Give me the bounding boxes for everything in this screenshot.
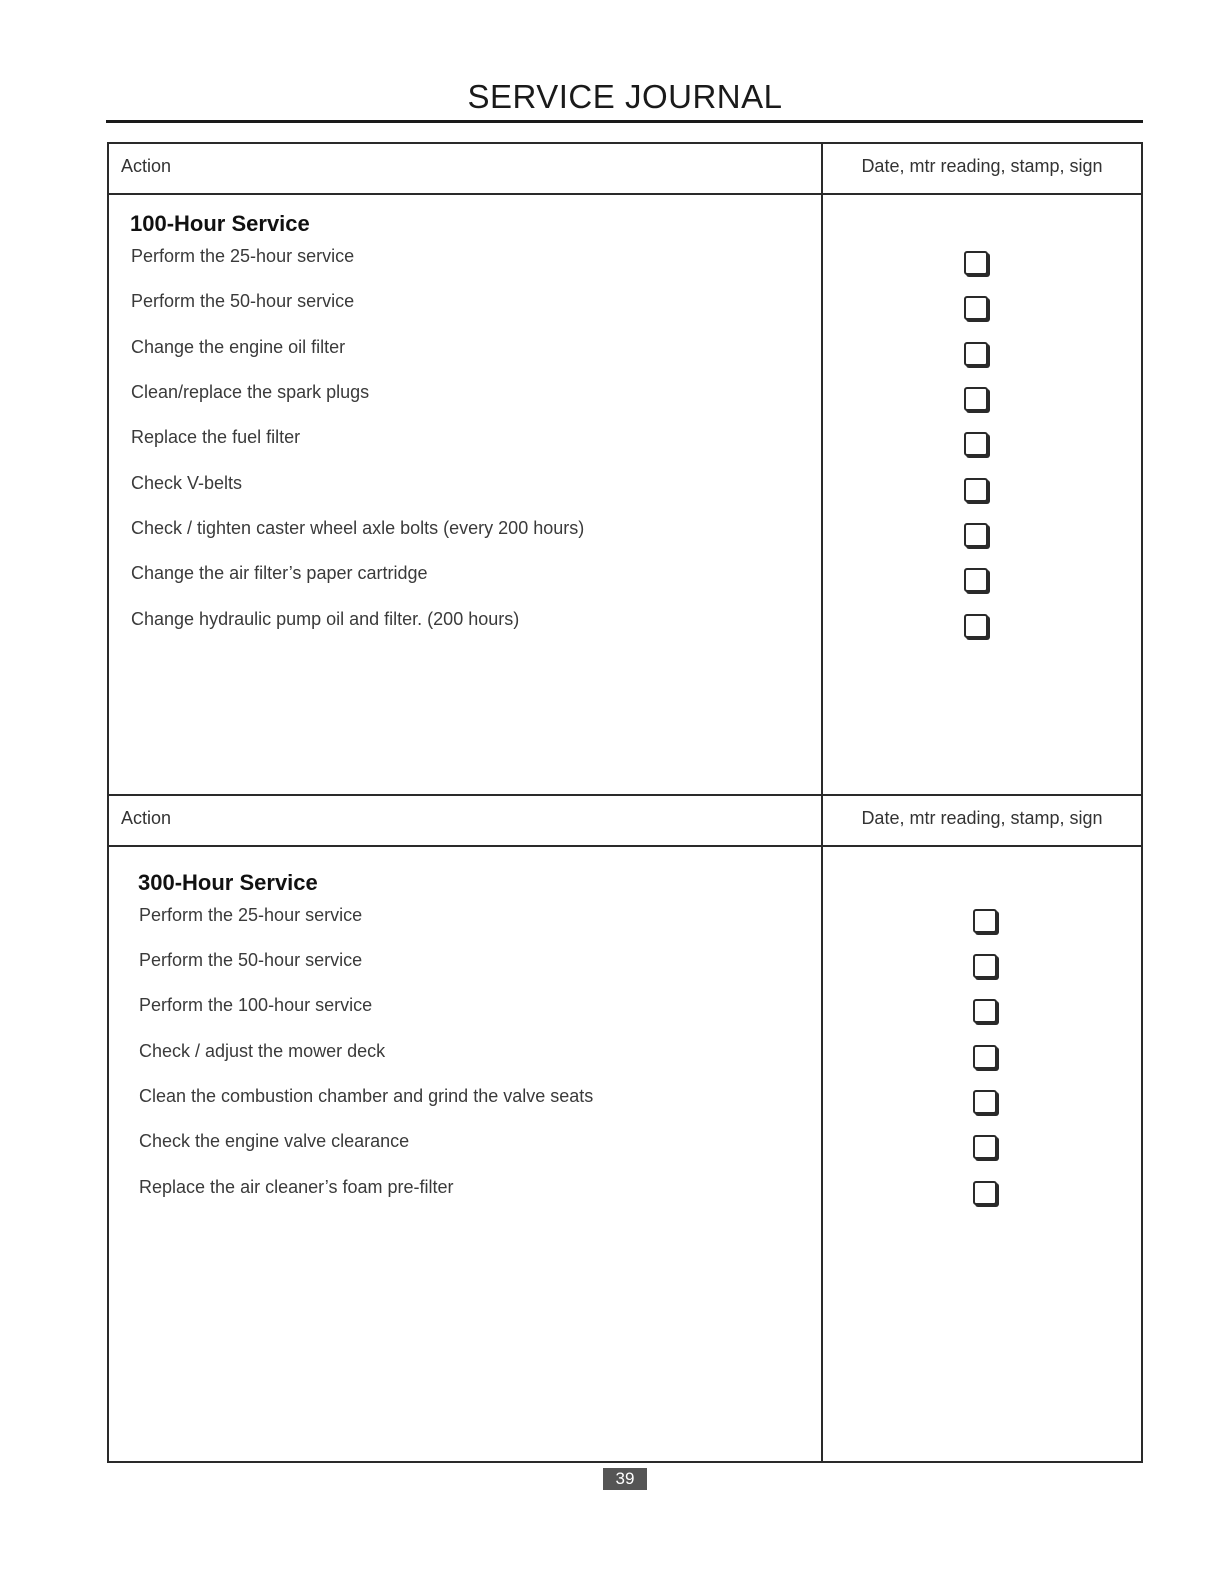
task-item: Check V-belts xyxy=(131,473,243,493)
task-item: Perform the 25-hour service xyxy=(139,905,363,925)
task-item: Perform the 25-hour service xyxy=(131,246,355,266)
task-item: Perform the 50-hour service xyxy=(139,950,363,970)
task-item: Perform the 50-hour service xyxy=(131,291,355,311)
task-checkbox[interactable] xyxy=(973,909,997,933)
title-divider xyxy=(106,120,1143,123)
table-header xyxy=(109,796,1141,847)
task-item: Perform the 100-hour service xyxy=(139,995,373,1015)
task-checkbox[interactable] xyxy=(964,478,988,502)
action-column-header: Action xyxy=(121,156,172,176)
task-checkbox[interactable] xyxy=(964,523,988,547)
task-checkbox[interactable] xyxy=(973,954,997,978)
action-column-header: Action xyxy=(121,808,172,828)
task-checkbox[interactable] xyxy=(964,568,988,592)
task-checkbox[interactable] xyxy=(964,296,988,320)
page-title: SERVICE JOURNAL xyxy=(467,78,783,115)
page-number: 39 xyxy=(603,1468,647,1490)
service-journal-300-hour xyxy=(107,794,1143,1463)
column-divider xyxy=(821,796,823,1461)
date-column-header: Date, mtr reading, stamp, sign xyxy=(861,808,1103,828)
date-column-header: Date, mtr reading, stamp, sign xyxy=(861,156,1103,176)
task-checkbox[interactable] xyxy=(973,1090,997,1114)
task-checkbox[interactable] xyxy=(964,614,988,638)
task-item: Check the engine valve clearance xyxy=(139,1131,410,1151)
task-item: Change the air filter’s paper cartridge xyxy=(131,563,428,583)
task-item: Check / adjust the mower deck xyxy=(139,1041,386,1061)
task-checkbox[interactable] xyxy=(973,1045,997,1069)
task-item: Replace the air cleaner’s foam pre-filter xyxy=(139,1177,454,1197)
service-journal-100-hour xyxy=(107,142,1143,796)
section-title: 100-Hour Service xyxy=(130,211,310,236)
task-item: Clean/replace the spark plugs xyxy=(131,382,370,402)
task-item: Clean the combustion chamber and grind the valve seats xyxy=(139,1086,594,1106)
table-header xyxy=(109,144,1141,195)
task-checkbox[interactable] xyxy=(973,1181,997,1205)
task-item: Replace the fuel filter xyxy=(131,427,301,447)
task-item: Change hydraulic pump oil and filter. (200 hours) xyxy=(131,609,520,629)
task-checkbox[interactable] xyxy=(964,251,988,275)
task-checkbox[interactable] xyxy=(964,342,988,366)
column-divider xyxy=(821,144,823,794)
section-title: 300-Hour Service xyxy=(138,870,318,895)
task-checkbox[interactable] xyxy=(973,1135,997,1159)
task-checkbox[interactable] xyxy=(964,387,988,411)
task-item: Check / tighten caster wheel axle bolts (every 200 hours) xyxy=(131,518,585,538)
task-item: Change the engine oil filter xyxy=(131,337,346,357)
task-checkbox[interactable] xyxy=(973,999,997,1023)
task-checkbox[interactable] xyxy=(964,432,988,456)
